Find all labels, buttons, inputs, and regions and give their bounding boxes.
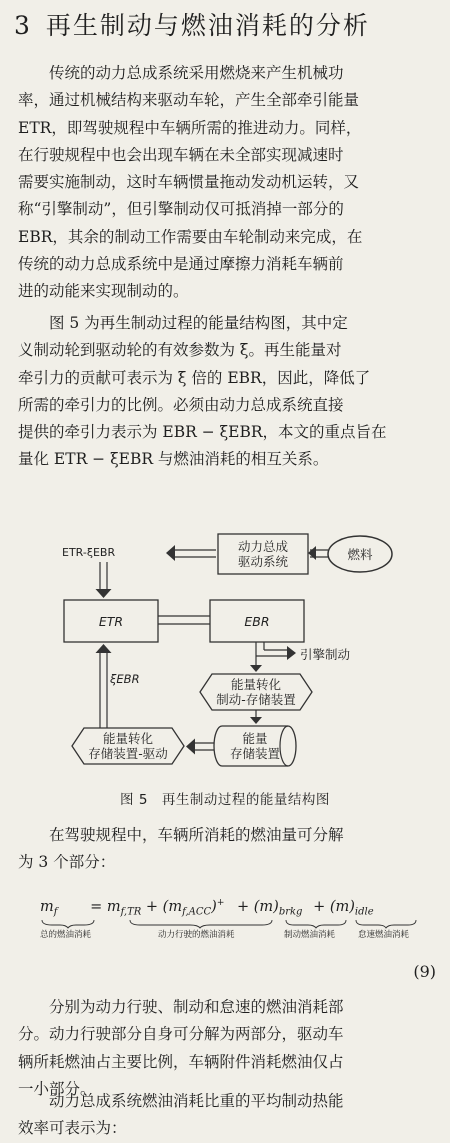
storage-line-1: 能量 (242, 731, 268, 746)
text-line: 分。动力行驶部分自身可分解为两部分，驱动车 (18, 1025, 344, 1044)
ebr-label: EBR (244, 613, 270, 629)
eq-lhs-sub: f (53, 906, 58, 918)
conv-brake-line-1: 能量转化 (230, 677, 281, 692)
under-idle: 怠速燃油消耗 (358, 930, 410, 940)
etr-minus-xiebr-label: ETR-ξEBR (62, 546, 116, 559)
eq-sup-plus: + (216, 898, 225, 908)
text-line: 牵引力的贡献可表示为 ξ 倍的 EBR，因此，降低了 (18, 368, 371, 387)
engine-brake-label: 引擎制动 (300, 647, 351, 662)
text-line: 图 5 为再生制动过程的能量结构图，其中定 (49, 314, 348, 332)
conv-drive-label (72, 728, 184, 764)
eq-brkg-m: + (m) (236, 898, 279, 915)
text-line: EBR，其余的制动工作需要由车轮制动来完成，在 (18, 227, 363, 246)
figure-caption: 图 5 再生制动过程的能量结构图 (120, 792, 330, 808)
conv-drive-line-1: 能量转化 (102, 731, 153, 746)
equation-expression (40, 898, 374, 918)
conv-brake-line-2: 制动-存储装置 (216, 692, 296, 707)
storage-label (216, 726, 294, 766)
eq-lhs: m (40, 898, 54, 915)
text-line: 率，通过机械结构来驱动车轮，产生全部牵引能量 (18, 91, 360, 110)
text-line: 一小部分。 (18, 1079, 96, 1098)
text-line: 在驾驶规程中，车辆所消耗的燃油量可分解 (49, 826, 344, 844)
equation-number: (9) (413, 962, 436, 981)
under-total: 总的燃油消耗 (40, 930, 92, 940)
etr-label: ETR (98, 613, 124, 629)
fuel-label: 燃料 (347, 546, 373, 562)
eq-idle-m: + (m) (313, 898, 355, 915)
under-brake: 制动燃油消耗 (284, 930, 336, 940)
eq-sub-acc: f,ACC (182, 906, 212, 918)
text-line: ETR，即驾驶规程中车辆所需的推进动力。同样， (18, 118, 362, 137)
paragraph-4 (18, 994, 438, 1103)
paragraph-2 (18, 310, 438, 474)
section-number: 3 (14, 11, 32, 40)
text-line: 进的动能来实现制动的。 (18, 282, 189, 301)
text-line: 分别为动力行驶、制动和怠速的燃油消耗部 (49, 998, 344, 1016)
powertrain-line-1: 动力总成 (237, 539, 288, 554)
text-line: 称“引擎制动”，但引擎制动仅可抵消掉一部分的 (18, 200, 344, 219)
equation-9 (40, 898, 440, 954)
text-line: 传统的动力总成系统中是通过摩擦力消耗车辆前 (18, 255, 344, 274)
text-line: 所需的牵引力的比例。必须由动力总成系统直接 (18, 395, 344, 414)
text-line: 在行驶规程中也会出现车辆在未全部实现减速时 (18, 145, 344, 164)
eq-acc-close: ) (211, 898, 217, 915)
text-line: 效率可表示为： (18, 1119, 127, 1138)
storage-line-2: 存储装置 (229, 746, 280, 761)
text-line: 量化 ETR − ξEBR 与燃油消耗的相互关系。 (18, 450, 329, 469)
paragraph-1 (18, 60, 438, 306)
conv-brake-label (200, 674, 312, 710)
under-drive: 动力行驶的燃油消耗 (158, 930, 235, 940)
paragraph-3 (18, 822, 438, 877)
eq-acc-open: + (m (145, 898, 183, 915)
powertrain-label (218, 534, 308, 574)
text-line: 义制动轮到驱动轮的有效参数为 ξ。再生能量对 (18, 341, 342, 360)
text-line: 辆所耗燃油占主要比例，车辆附件消耗燃油仅占 (18, 1052, 344, 1071)
eq-sub-tr: f,TR (120, 906, 142, 918)
section-heading (14, 10, 434, 42)
text-line: 动力总成系统燃油消耗比重的平均制动热能 (49, 1092, 344, 1110)
text-line: 提供的牵引力表示为 EBR − ξEBR，本文的重点旨在 (18, 423, 387, 442)
text-line: 为 3 个部分： (18, 853, 116, 872)
text-line: 需要实施制动，这时车辆惯量拖动发动机运转，又 (18, 173, 360, 192)
section-title: 再生制动与燃油消耗的分析 (45, 11, 370, 40)
energy-structure-figure (60, 532, 400, 772)
powertrain-line-2: 驱动系统 (237, 554, 288, 569)
conv-drive-line-2: 存储装置-驱动 (88, 746, 168, 761)
eq-equals-m: = m (90, 898, 121, 915)
paragraph-5 (18, 1088, 438, 1143)
xi-ebr-label: ξEBR (110, 672, 140, 686)
eq-sub-brkg: brkg (278, 906, 303, 918)
text-line: 传统的动力总成系统采用燃烧来产生机械功 (49, 64, 344, 82)
eq-sub-idle: idle (354, 906, 374, 918)
